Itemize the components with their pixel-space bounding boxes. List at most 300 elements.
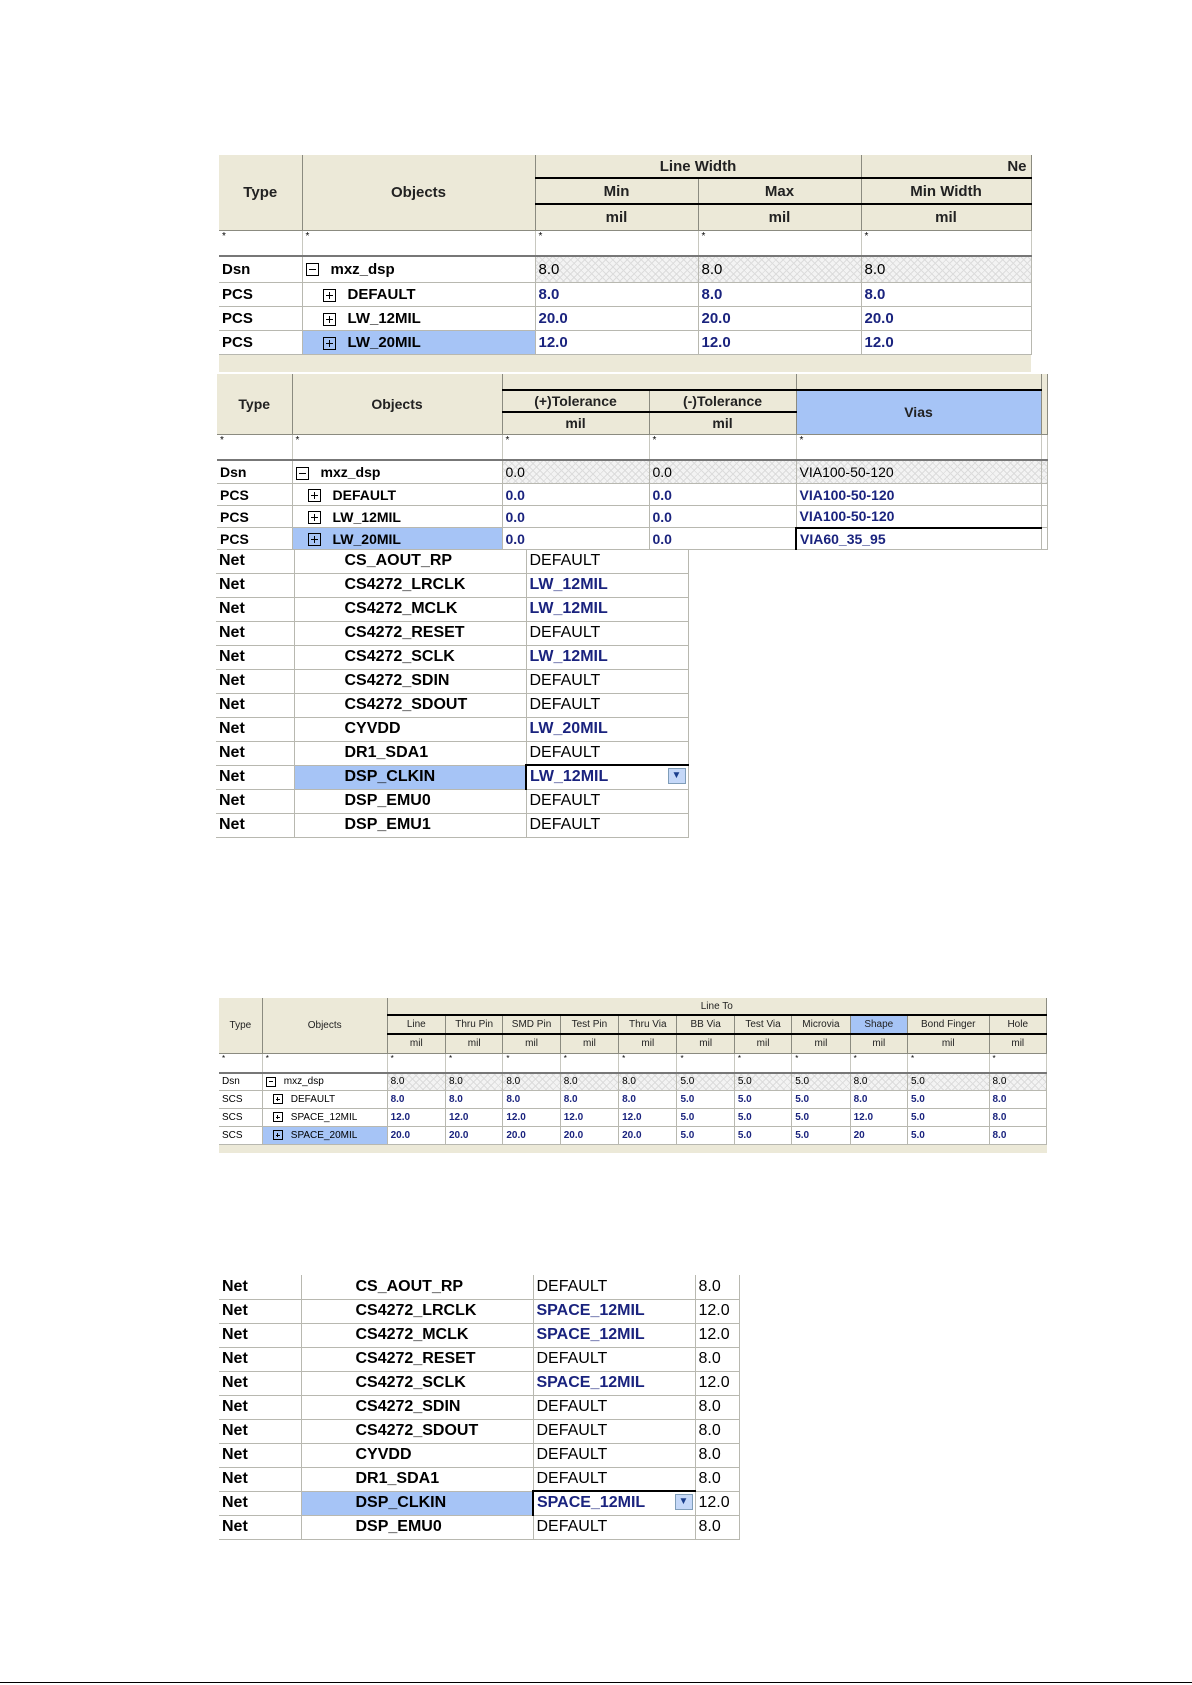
min-header[interactable]: Min	[535, 178, 698, 204]
spacing-value[interactable]: 8.0	[619, 1091, 677, 1109]
filter-cell[interactable]: *	[907, 1053, 989, 1073]
minus-tolerance-header[interactable]: (-)Tolerance	[649, 390, 796, 412]
chevron-down-icon[interactable]: ▼	[668, 768, 686, 784]
filter-cell[interactable]: *	[292, 434, 502, 460]
unit-label: mil	[698, 204, 861, 230]
expand-icon[interactable]	[323, 289, 336, 302]
spacing-value[interactable]: 8.0	[445, 1073, 502, 1091]
row-type: Net	[216, 717, 294, 741]
spacing-value[interactable]: 8.0	[445, 1091, 502, 1109]
row-object[interactable]	[302, 283, 535, 307]
row-type: SCS	[219, 1127, 262, 1145]
expand-icon[interactable]	[273, 1094, 283, 1104]
row-object[interactable]	[302, 256, 535, 283]
minus-tolerance-value[interactable]: 0.0	[649, 528, 796, 550]
chevron-down-icon[interactable]: ▼	[675, 1494, 693, 1510]
net-name[interactable]: CS4272_SDOUT	[301, 1419, 533, 1443]
filter-cell[interactable]: *	[649, 434, 796, 460]
spacing-table	[219, 998, 1047, 1153]
column-header[interactable]: BB Via	[677, 1015, 734, 1034]
class-value[interactable]: DEFAULT	[533, 1419, 695, 1443]
type-header[interactable]: Type	[217, 374, 292, 434]
row-type: Net	[216, 693, 294, 717]
spacing-value[interactable]: 20	[850, 1127, 907, 1145]
spacing-value[interactable]: 8.0	[695, 1275, 739, 1299]
max-header[interactable]: Max	[698, 178, 861, 204]
class-dropdown[interactable]	[526, 765, 688, 789]
spacing-value[interactable]: 8.0	[989, 1073, 1047, 1091]
unit-label: mil	[989, 1034, 1047, 1053]
class-value[interactable]: DEFAULT	[526, 813, 688, 837]
net-name[interactable]: CS4272_MCLK	[301, 1323, 533, 1347]
row-type: Net	[216, 813, 294, 837]
row-type: Net	[219, 1275, 301, 1299]
row-type: Net	[219, 1323, 301, 1347]
column-header[interactable]: Hole	[989, 1015, 1047, 1034]
max-value[interactable]: 8.0	[698, 256, 861, 283]
object-name: mxz_dsp	[330, 260, 395, 278]
row-object-selected[interactable]	[302, 331, 535, 355]
table-row[interactable]	[216, 597, 688, 621]
unit-label: mil	[560, 1034, 618, 1053]
class-value[interactable]: DEFAULT	[526, 621, 688, 645]
table-row[interactable]	[216, 789, 688, 813]
min-value[interactable]: 8.0	[535, 283, 698, 307]
table-row[interactable]	[216, 645, 688, 669]
expand-icon[interactable]	[308, 533, 321, 546]
unit-label: mil	[734, 1034, 791, 1053]
spacing-value[interactable]: 5.0	[792, 1109, 850, 1127]
spacing-value[interactable]: 8.0	[503, 1073, 560, 1091]
column-header[interactable]: Shape	[850, 1015, 907, 1034]
page-bottom-rule	[0, 1682, 1192, 1683]
class-value[interactable]: SPACE_12MIL	[533, 1323, 695, 1347]
plus-tolerance-value[interactable]: 0.0	[502, 528, 649, 550]
net-name[interactable]: CS4272_SDIN	[301, 1395, 533, 1419]
expand-icon[interactable]	[323, 313, 336, 326]
net-name[interactable]: CS4272_RESET	[294, 621, 526, 645]
unit-label: mil	[792, 1034, 850, 1053]
table-row[interactable]	[219, 331, 1031, 355]
row-type: Net	[219, 1443, 301, 1467]
object-name: LW_20MIL	[332, 530, 401, 547]
spacing-value[interactable]: 12.0	[695, 1491, 739, 1515]
class-value[interactable]: DEFAULT	[533, 1443, 695, 1467]
spacing-value[interactable]: 5.0	[907, 1127, 989, 1145]
row-type: Net	[216, 621, 294, 645]
expand-icon[interactable]	[273, 1130, 283, 1140]
table-row[interactable]	[219, 1443, 739, 1467]
filter-cell[interactable]: *	[219, 230, 302, 256]
class-value[interactable]: DEFAULT	[533, 1275, 695, 1299]
table-row[interactable]	[219, 1371, 739, 1395]
class-value[interactable]: DEFAULT	[526, 693, 688, 717]
collapse-icon[interactable]	[266, 1077, 276, 1087]
spacing-value[interactable]: 8.0	[387, 1091, 445, 1109]
spacing-value[interactable]: 8.0	[695, 1347, 739, 1371]
expand-icon[interactable]	[308, 489, 321, 502]
min-value[interactable]: 20.0	[535, 307, 698, 331]
min-width-value[interactable]: 8.0	[861, 283, 1031, 307]
spacing-value[interactable]: 8.0	[989, 1091, 1047, 1109]
row-type: Net	[219, 1491, 301, 1515]
spacing-value[interactable]: 20.0	[445, 1127, 502, 1145]
row-type: Net	[216, 597, 294, 621]
net-name[interactable]: DR1_SDA1	[301, 1467, 533, 1491]
spacing-value[interactable]: 12.0	[503, 1109, 560, 1127]
min-value[interactable]: 8.0	[535, 256, 698, 283]
filter-cell[interactable]	[1041, 434, 1047, 460]
spacing-value[interactable]: 8.0	[695, 1395, 739, 1419]
net-name[interactable]: CS_AOUT_RP	[294, 549, 526, 573]
class-value[interactable]: DEFAULT	[526, 741, 688, 765]
filter-cell[interactable]: *	[535, 230, 698, 256]
row-type: Net	[219, 1515, 301, 1539]
row-object-selected[interactable]	[292, 528, 502, 550]
minus-tolerance-value[interactable]: 0.0	[649, 460, 796, 484]
class-value[interactable]: LW_20MIL	[526, 717, 688, 741]
type-header[interactable]: Type	[219, 155, 302, 230]
spacing-value[interactable]: 20.0	[387, 1127, 445, 1145]
class-value[interactable]: DEFAULT	[526, 669, 688, 693]
spacing-value[interactable]: 5.0	[734, 1127, 791, 1145]
filter-cell[interactable]: *	[387, 1053, 445, 1073]
object-name: LW_12MIL	[332, 508, 401, 525]
unit-label: mil	[445, 1034, 502, 1053]
row-object[interactable]	[292, 460, 502, 484]
spacing-value[interactable]: 8.0	[695, 1419, 739, 1443]
vias-value[interactable]: VIA100-50-120	[796, 460, 1041, 484]
spacing-value[interactable]: 12.0	[695, 1371, 739, 1395]
line-width-table	[219, 155, 1032, 372]
table-row[interactable]	[219, 256, 1031, 283]
row-type: PCS	[217, 506, 292, 528]
spacing-line-to-screenshot	[219, 998, 1047, 1163]
vias-value[interactable]: VIA100-50-120	[796, 506, 1041, 528]
spacing-value[interactable]: 12.0	[850, 1109, 907, 1127]
collapse-icon[interactable]	[306, 263, 319, 276]
column-header[interactable]: Line	[387, 1015, 445, 1034]
spacing-value[interactable]: 5.0	[792, 1127, 850, 1145]
spacing-value[interactable]: 8.0	[695, 1515, 739, 1539]
filter-cell[interactable]: *	[796, 434, 1041, 460]
table-row[interactable]	[219, 1347, 739, 1371]
class-value[interactable]: LW_12MIL	[526, 573, 688, 597]
empty-group-header	[796, 374, 1041, 390]
net-name[interactable]: CS4272_SDOUT	[294, 693, 526, 717]
filter-cell[interactable]: *	[502, 434, 649, 460]
row-type: Net	[219, 1467, 301, 1491]
objects-header[interactable]: Objects	[302, 155, 535, 230]
filter-cell[interactable]: *	[560, 1053, 618, 1073]
filter-cell[interactable]: *	[219, 1053, 262, 1073]
net-name[interactable]: DSP_EMU0	[294, 789, 526, 813]
table-row[interactable]	[216, 741, 688, 765]
unit-label: mil	[861, 204, 1031, 230]
spacing-value[interactable]: 5.0	[792, 1091, 850, 1109]
spacing-value[interactable]: 8.0	[560, 1073, 618, 1091]
unit-label: mil	[649, 412, 796, 434]
table-row[interactable]	[216, 669, 688, 693]
column-header[interactable]: Test Pin	[560, 1015, 618, 1034]
row-type: Net	[216, 765, 294, 789]
max-value[interactable]: 12.0	[698, 331, 861, 355]
spacing-value[interactable]: 20.0	[619, 1127, 677, 1145]
spacing-value[interactable]: 5.0	[677, 1073, 734, 1091]
net-name[interactable]: CS4272_MCLK	[294, 597, 526, 621]
table-row[interactable]	[217, 506, 1047, 528]
row-type: Net	[216, 549, 294, 573]
table-row[interactable]	[216, 765, 688, 789]
table-row[interactable]	[216, 621, 688, 645]
plus-tolerance-value[interactable]: 0.0	[502, 460, 649, 484]
expand-icon[interactable]	[308, 511, 321, 524]
object-name: mxz_dsp	[320, 463, 381, 480]
objects-header[interactable]: Objects	[262, 998, 387, 1053]
filter-cell[interactable]: *	[698, 230, 861, 256]
vias-table	[217, 374, 1048, 550]
object-name: DEFAULT	[332, 486, 397, 503]
spacing-value[interactable]: 5.0	[907, 1073, 989, 1091]
unit-label: mil	[387, 1034, 445, 1053]
table-row[interactable]	[219, 1109, 1047, 1127]
column-header[interactable]: Thru Pin	[445, 1015, 502, 1034]
object-name: DEFAULT	[347, 286, 416, 303]
column-header[interactable]: Test Via	[734, 1015, 791, 1034]
spacing-value[interactable]: 8.0	[695, 1443, 739, 1467]
spacing-value[interactable]: 8.0	[850, 1091, 907, 1109]
vias-value-editing[interactable]: VIA60_35_95	[796, 528, 1041, 550]
row-type: Net	[219, 1419, 301, 1443]
table-row[interactable]	[216, 549, 688, 573]
spacing-value[interactable]: 12.0	[619, 1109, 677, 1127]
column-header[interactable]: Microvia	[792, 1015, 850, 1034]
class-value[interactable]: SPACE_12MIL	[533, 1371, 695, 1395]
minus-tolerance-value[interactable]: 0.0	[649, 484, 796, 506]
net-name[interactable]: CS4272_LRCLK	[294, 573, 526, 597]
plus-tolerance-header[interactable]: (+)Tolerance	[502, 390, 649, 412]
min-width-value[interactable]: 20.0	[861, 307, 1031, 331]
table-row[interactable]	[219, 1467, 739, 1491]
net-name[interactable]: CS4272_SCLK	[301, 1371, 533, 1395]
table-row[interactable]	[219, 1073, 1047, 1091]
net-name[interactable]: CYVDD	[301, 1443, 533, 1467]
table-row[interactable]	[217, 460, 1047, 484]
table-row[interactable]	[219, 1395, 739, 1419]
table-row[interactable]	[219, 1491, 739, 1515]
spacing-value[interactable]: 8.0	[989, 1109, 1047, 1127]
spacing-value[interactable]: 5.0	[907, 1091, 989, 1109]
line-to-group-header: Line To	[387, 998, 1046, 1015]
filter-cell[interactable]: *	[503, 1053, 560, 1073]
row-type: Net	[216, 573, 294, 597]
net-name[interactable]: DSP_EMU1	[294, 813, 526, 837]
net-name[interactable]: CS4272_SCLK	[294, 645, 526, 669]
filter-cell[interactable]: *	[619, 1053, 677, 1073]
spacing-value[interactable]: 5.0	[677, 1091, 734, 1109]
net-name[interactable]: CS4272_SDIN	[294, 669, 526, 693]
net-name[interactable]: CS4272_RESET	[301, 1347, 533, 1371]
net-name[interactable]: DR1_SDA1	[294, 741, 526, 765]
net-name[interactable]: CS4272_LRCLK	[301, 1299, 533, 1323]
physical-line-width-screenshot	[219, 155, 1027, 371]
table-row[interactable]	[219, 307, 1031, 331]
row-object[interactable]	[292, 484, 502, 506]
max-value[interactable]: 8.0	[698, 283, 861, 307]
row-type: Net	[216, 741, 294, 765]
table-row[interactable]	[219, 1275, 739, 1299]
class-value[interactable]: DEFAULT	[533, 1395, 695, 1419]
min-width-header[interactable]: Min Width	[861, 178, 1031, 204]
table-row[interactable]	[219, 1323, 739, 1347]
class-value[interactable]: DEFAULT	[533, 1515, 695, 1539]
filter-cell[interactable]: *	[445, 1053, 502, 1073]
table-row[interactable]	[219, 1419, 739, 1443]
spacing-value[interactable]: 12.0	[560, 1109, 618, 1127]
class-value[interactable]: DEFAULT	[533, 1467, 695, 1491]
unit-label: mil	[503, 1034, 560, 1053]
table-row[interactable]	[219, 283, 1031, 307]
table-row[interactable]	[216, 717, 688, 741]
row-type: Net	[219, 1371, 301, 1395]
table-footer	[219, 355, 1031, 372]
table-row[interactable]	[219, 1299, 739, 1323]
vias-value[interactable]: VIA100-50-120	[796, 484, 1041, 506]
row-type: Net	[219, 1347, 301, 1371]
class-value[interactable]: LW_12MIL	[526, 597, 688, 621]
spacing-value[interactable]: 8.0	[503, 1091, 560, 1109]
unit-label: mil	[907, 1034, 989, 1053]
expand-icon[interactable]	[273, 1112, 283, 1122]
expand-icon[interactable]	[323, 337, 336, 350]
row-object[interactable]	[262, 1109, 387, 1127]
unit-label: mil	[502, 412, 649, 434]
row-type: PCS	[217, 528, 292, 550]
filter-cell[interactable]: *	[792, 1053, 850, 1073]
class-value[interactable]: DEFAULT	[526, 549, 688, 573]
column-header[interactable]: Bond Finger	[907, 1015, 989, 1034]
dropdown-value: SPACE_12MIL	[537, 1494, 646, 1512]
object-name: LW_12MIL	[347, 310, 421, 327]
min-value[interactable]: 12.0	[535, 331, 698, 355]
class-value[interactable]: SPACE_12MIL	[533, 1299, 695, 1323]
net-name-selected[interactable]: DSP_CLKIN	[294, 765, 526, 789]
row-type: SCS	[219, 1091, 262, 1109]
column-header[interactable]: SMD Pin	[503, 1015, 560, 1034]
row-type: Dsn	[217, 460, 292, 484]
max-value[interactable]: 20.0	[698, 307, 861, 331]
spacing-value[interactable]: 20.0	[560, 1127, 618, 1145]
vias-header[interactable]: Vias	[796, 390, 1041, 434]
object-name: LW_20MIL	[347, 334, 421, 351]
class-value[interactable]: DEFAULT	[526, 789, 688, 813]
table-row[interactable]	[216, 693, 688, 717]
net-spacing-class-screenshot	[219, 1275, 730, 1535]
object-name: mxz_dsp	[283, 1076, 324, 1088]
row-type: PCS	[219, 307, 302, 331]
table-row[interactable]	[219, 1091, 1047, 1109]
spacing-value[interactable]: 5.0	[792, 1073, 850, 1091]
filter-cell[interactable]: *	[217, 434, 292, 460]
spacing-value[interactable]: 8.0	[695, 1467, 739, 1491]
spacing-value[interactable]: 8.0	[989, 1127, 1047, 1145]
row-object[interactable]	[302, 307, 535, 331]
net-name-selected[interactable]: DSP_CLKIN	[301, 1491, 533, 1515]
spacing-value[interactable]: 12.0	[445, 1109, 502, 1127]
class-value[interactable]: LW_12MIL	[526, 645, 688, 669]
net-spacing-table	[219, 1275, 740, 1540]
filter-cell[interactable]: *	[734, 1053, 791, 1073]
spacing-value[interactable]: 5.0	[677, 1127, 734, 1145]
spacing-value[interactable]: 8.0	[560, 1091, 618, 1109]
unit-label: mil	[535, 204, 698, 230]
net-physical-class-screenshot	[216, 551, 687, 847]
spacing-value[interactable]: 5.0	[734, 1091, 791, 1109]
plus-tolerance-value[interactable]: 0.0	[502, 506, 649, 528]
spacing-value[interactable]: 5.0	[734, 1073, 791, 1091]
spacing-value[interactable]: 8.0	[387, 1073, 445, 1091]
filter-cell[interactable]: *	[262, 1053, 387, 1073]
type-header[interactable]: Type	[219, 998, 262, 1053]
objects-header[interactable]: Objects	[292, 374, 502, 434]
collapse-icon[interactable]	[296, 467, 309, 480]
row-type: Net	[216, 669, 294, 693]
table-footer	[219, 1145, 1047, 1153]
row-object-selected[interactable]	[262, 1127, 387, 1145]
column-header[interactable]: Thru Via	[619, 1015, 677, 1034]
net-name[interactable]: CS_AOUT_RP	[301, 1275, 533, 1299]
row-object[interactable]	[262, 1091, 387, 1109]
net-name[interactable]: CYVDD	[294, 717, 526, 741]
row-type: PCS	[217, 484, 292, 506]
row-type: Dsn	[219, 1073, 262, 1091]
net-name[interactable]: DSP_EMU0	[301, 1515, 533, 1539]
spacing-value[interactable]: 12.0	[387, 1109, 445, 1127]
table-row[interactable]	[219, 1515, 739, 1539]
table-row[interactable]	[217, 528, 1047, 550]
row-object[interactable]	[292, 506, 502, 528]
spacing-value[interactable]: 8.0	[850, 1073, 907, 1091]
min-width-value[interactable]: 8.0	[861, 256, 1031, 283]
spacing-value[interactable]: 5.0	[907, 1109, 989, 1127]
spacing-value[interactable]: 5.0	[677, 1109, 734, 1127]
filter-cell[interactable]: *	[989, 1053, 1047, 1073]
table-row[interactable]	[216, 813, 688, 837]
spacing-value[interactable]: 20.0	[503, 1127, 560, 1145]
class-value[interactable]: DEFAULT	[533, 1347, 695, 1371]
row-object[interactable]	[262, 1073, 387, 1091]
minus-tolerance-value[interactable]: 0.0	[649, 506, 796, 528]
filter-cell[interactable]: *	[677, 1053, 734, 1073]
min-width-value[interactable]: 12.0	[861, 331, 1031, 355]
spacing-value[interactable]: 5.0	[734, 1109, 791, 1127]
empty-group-header	[502, 374, 796, 390]
object-name: DEFAULT	[290, 1094, 336, 1105]
object-name: SPACE_20MIL	[290, 1130, 358, 1141]
spacing-value[interactable]: 8.0	[619, 1073, 677, 1091]
filter-cell[interactable]: *	[861, 230, 1031, 256]
table-row[interactable]	[219, 1127, 1047, 1145]
table-row[interactable]	[217, 484, 1047, 506]
plus-tolerance-value[interactable]: 0.0	[502, 484, 649, 506]
unit-label: mil	[619, 1034, 677, 1053]
table-row[interactable]	[216, 573, 688, 597]
spacing-value[interactable]: 12.0	[695, 1323, 739, 1347]
filter-cell[interactable]: *	[302, 230, 535, 256]
spacing-value[interactable]: 12.0	[695, 1299, 739, 1323]
filter-cell[interactable]: *	[850, 1053, 907, 1073]
class-dropdown[interactable]	[533, 1491, 695, 1515]
